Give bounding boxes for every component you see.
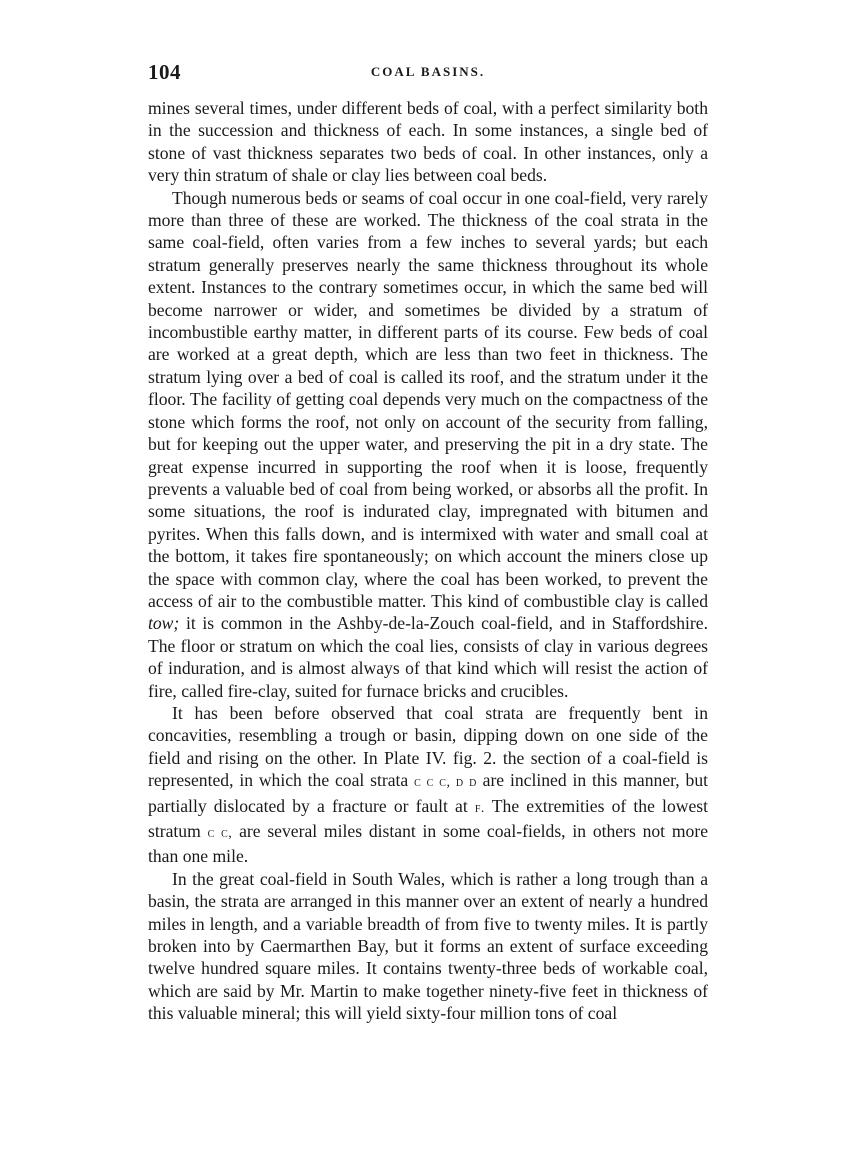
body-text: [148, 97, 708, 1025]
paragraph-text: It has been before observed that coal strata are frequently bent in concavities, resembling a trough or basin, dipping down on one side of the field and rising on the other. In Plate IV. fig. 2. the section of a coal-field is represented, in which the coal strata: [148, 702, 708, 791]
paragraph-text: are inclined in this manner, but partially dislocated by a fracture or fault at: [148, 770, 709, 816]
figure-label: f.: [474, 800, 485, 816]
paragraph-text: The extremities of the lowest stratum: [148, 795, 708, 841]
paragraph-text: it is common in the Ashby-de-la-Zouch coal-field, and in Staffordshire. The floor or stratum on which the coal lies, consists of clay in various degrees of induration, and is almost always of that kind which will resist the action of fire, called fire-clay, suited for furnace bricks and crucibles.: [148, 613, 708, 701]
italic-term: tow;: [148, 613, 180, 634]
paragraph-continued: mines several times, under different beds of coal, with a perfect similarity both in the succession and thickness of each. In some instances, a single bed of stone of vast thickness separates two beds of coal. In other instances, only a very thin stratum of shale or clay lies between coal beds.: [148, 98, 708, 186]
paragraph-text: Though numerous beds or seams of coal occur in one coal-field, very rarely more than three of these are worked. The thickness of the coal strata in the same coal-field, often varies from a few inches to several yards; but each stratum generally preserves nearly the same thickness throughout its whole extent. Instances to the contrary sometimes occur, in which the same bed will become narrower or wider, and sometimes be divided by a stratum of incombustible earthy matter, in different parts of its course. Few beds of coal are worked at a great depth, which are less than two feet in thickness. The stratum lying over a bed of coal is called its roof, and the stratum under it the floor. The facility of getting coal depends very much on the compactness of the stone which forms the roof, not only on account of the security from falling, but for keeping out the upper water, and preserving the pit in a dry state. The great expense incurred in supporting the roof when it is loose, frequently prevents a valuable bed of coal from being worked, or absorbs all the profit. In some situations, the roof is indurated clay, impregnated with bitumen and pyrites. When this falls down, and is intermixed with water and small coal at the bottom, it takes fire spontaneously; on which account the miners close up the space with common clay, where the coal has been worked, to prevent the access of air to the combustible matter. This kind of combustible clay is called: [148, 187, 708, 611]
figure-label: c c c, d d: [414, 775, 477, 791]
figure-label: c c,: [207, 826, 233, 841]
paragraph-south-wales: In the great coal-field in South Wales, which is rather a long trough than a basin, the strata are arranged in this manner over an extent of nearly a hundred miles in length, and a variable breadth of from five to twenty miles. It is partly broken into by Caermarthen Bay, but it forms an extent of surface exceeding twelve hundred square miles. It contains twenty-three beds of workable coal, which are said by Mr. Martin to make together ninety-five feet in thickness of this valuable mineral; this will yield sixty-four million tons of coal: [148, 868, 708, 1024]
paragraph-text: are several miles distant in some coal-fields, in others not more than one mile.: [148, 821, 709, 867]
page-header: [148, 60, 708, 90]
paragraph-coal-strata: [148, 702, 708, 868]
page-number: 104: [148, 60, 181, 84]
running-title: COAL BASINS.: [370, 64, 486, 79]
paragraph-coal-seams: [148, 187, 708, 702]
